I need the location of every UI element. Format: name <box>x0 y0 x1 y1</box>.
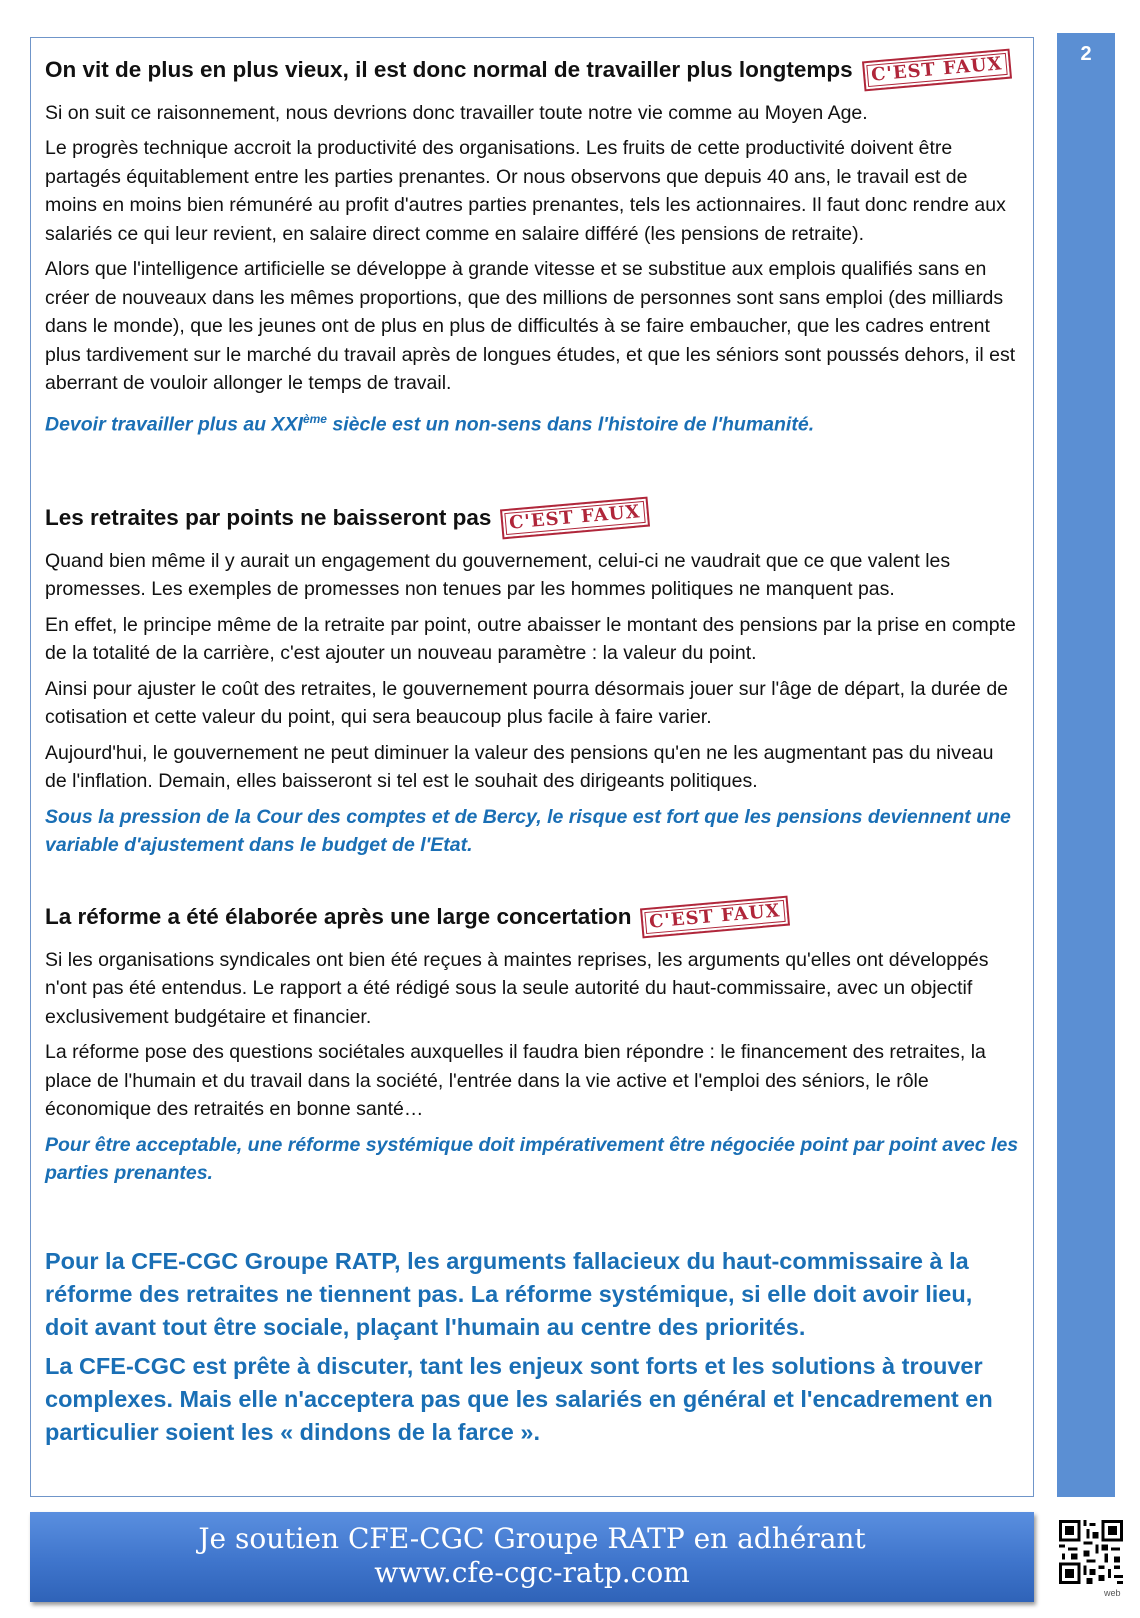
section-title <box>45 55 1020 85</box>
false-claim-stamp: C'EST FAUX <box>862 49 1012 92</box>
emphasis-statement <box>45 405 1020 439</box>
website-link[interactable]: www.cfe-cgc-ratp.com <box>374 1556 690 1589</box>
conclusion-paragraph: Pour la CFE-CGC Groupe RATP, les arguments fallacieux du haut-commissaire à la réforme des retraites ne tiennent pas. La réforme systémique, si elle doit avoir lieu, doit avant tout être sociale, plaçant l'humain au centre des priorités. <box>45 1248 973 1340</box>
paragraph: La réforme pose des questions sociétales auxquelles il faudra bien répondre : le financement des retraites, la place de l'humain et du travail dans la société, l'entrée dans la vie active et l'emploi des séniors, le rôle économique des retraités en bonne santé… <box>45 1041 986 1121</box>
paragraph: Alors que l'intelligence artificielle se développe à grande vitesse et se substitue aux emplois qualifiés sans en créer de nouveaux dans les mêmes proportions, que des millions de personnes sont sans emploi (des milliards dans le monde), que les jeunes ont de plus en plus de difficultés à se faire embaucher, que les cadres entrent plus tardivement sur le marché du travail après de longues études, et que les séniors sont poussés dehors, il est aberrant de vouloir allonger le temps de travail. <box>45 258 1016 395</box>
emphasis-text: siècle est un non-sens dans l'histoire de l'humanité. <box>326 413 815 436</box>
paragraph: En effet, le principe même de la retraite par point, outre abaisser le montant des pensions par la prise en compte de la totalité de la carrière, c'est ajouter un nouveau paramètre : la valeur du point. <box>45 613 1016 665</box>
qr-label: web <box>1104 1588 1121 1598</box>
section-concertation <box>45 902 1020 1195</box>
paragraph: Le progrès technique accroit la productivité des organisations. Les fruits de cette productivité doivent être partagés équitablement entre les parties prenantes. Or nous observons que depuis 40 ans, le travail est de moins en moins bien rémunéré au profit d'autres parties prenantes, tels les actionnaires. Il faut donc rendre aux salariés ce qui leur revient, en salaire direct comme en salaire différé (les pensions de retraite). <box>45 137 1006 245</box>
page-sidebar <box>1057 33 1115 1497</box>
paragraph: Si on suit ce raisonnement, nous devrions donc travailler toute notre vie comme au Moyen Age. <box>45 101 868 124</box>
section-title-text: La réforme a été élaborée après une large concertation <box>45 904 632 930</box>
paragraph: Ainsi pour ajuster le coût des retraites, le gouvernement pourra désormais jouer sur l'âge de départ, la durée de cotisation et cette valeur du point, qui sera beaucoup plus facile à faire varier. <box>45 677 1009 729</box>
paragraph: Quand bien même il y aurait un engagement du gouvernement, celui-ci ne vaudrait que ce que valent les promesses. Les exemples de promesses non tenues par les hommes politiques ne manquent pas. <box>45 549 951 601</box>
section-title <box>45 902 1020 932</box>
section-title-text: Les retraites par points ne baisseront pas <box>45 505 492 531</box>
superscript: ème <box>302 411 327 426</box>
false-claim-stamp: C'EST FAUX <box>500 497 650 540</box>
qr-code-icon[interactable] <box>1059 1520 1123 1584</box>
paragraph: Si les organisations syndicales ont bien été reçues à maintes reprises, les arguments qu'elles ont développés n'ont pas été entendus. Le rapport a été rédigé sous la seule autorité du haut-commissaire, avec un objectif exclusivement budgétaire et financier. <box>45 948 989 1028</box>
section-title <box>45 503 1020 533</box>
emphasis-statement: Pour être acceptable, une réforme systémique doit impérativement être négociée point par point avec les parties prenantes. <box>45 1133 1019 1185</box>
emphasis-statement: Sous la pression de la Cour des comptes et de Bercy, le risque est fort que les pensions deviennent une variable d'ajustement dans le budget de l'Etat. <box>45 805 1011 857</box>
membership-banner[interactable] <box>30 1512 1034 1602</box>
section-longer-work <box>45 55 1020 446</box>
paragraph: Aujourd'hui, le gouvernement ne peut diminuer la valeur des pensions qu'en ne les augmentant pas du niveau de l'inflation. Demain, elles baisseront si tel est le souhait des dirigeants politiques. <box>45 741 994 793</box>
banner-slogan: Je soutien CFE-CGC Groupe RATP en adhérant <box>198 1522 866 1555</box>
conclusion-paragraph: La CFE-CGC est prête à discuter, tant les enjeux sont forts et les solutions à trouver complexes. Mais elle n'acceptera pas que les salariés en général et l'encadrement en particulier soient les « dindons de la farce ». <box>45 1353 993 1445</box>
page-number: 2 <box>1080 43 1092 65</box>
conclusion <box>45 1245 1020 1455</box>
section-points-pensions <box>45 503 1020 867</box>
section-title-text: On vit de plus en plus vieux, il est donc normal de travailler plus longtemps <box>45 57 853 83</box>
emphasis-text: Devoir travailler plus au XXI <box>45 413 303 436</box>
false-claim-stamp: C'EST FAUX <box>640 896 790 939</box>
